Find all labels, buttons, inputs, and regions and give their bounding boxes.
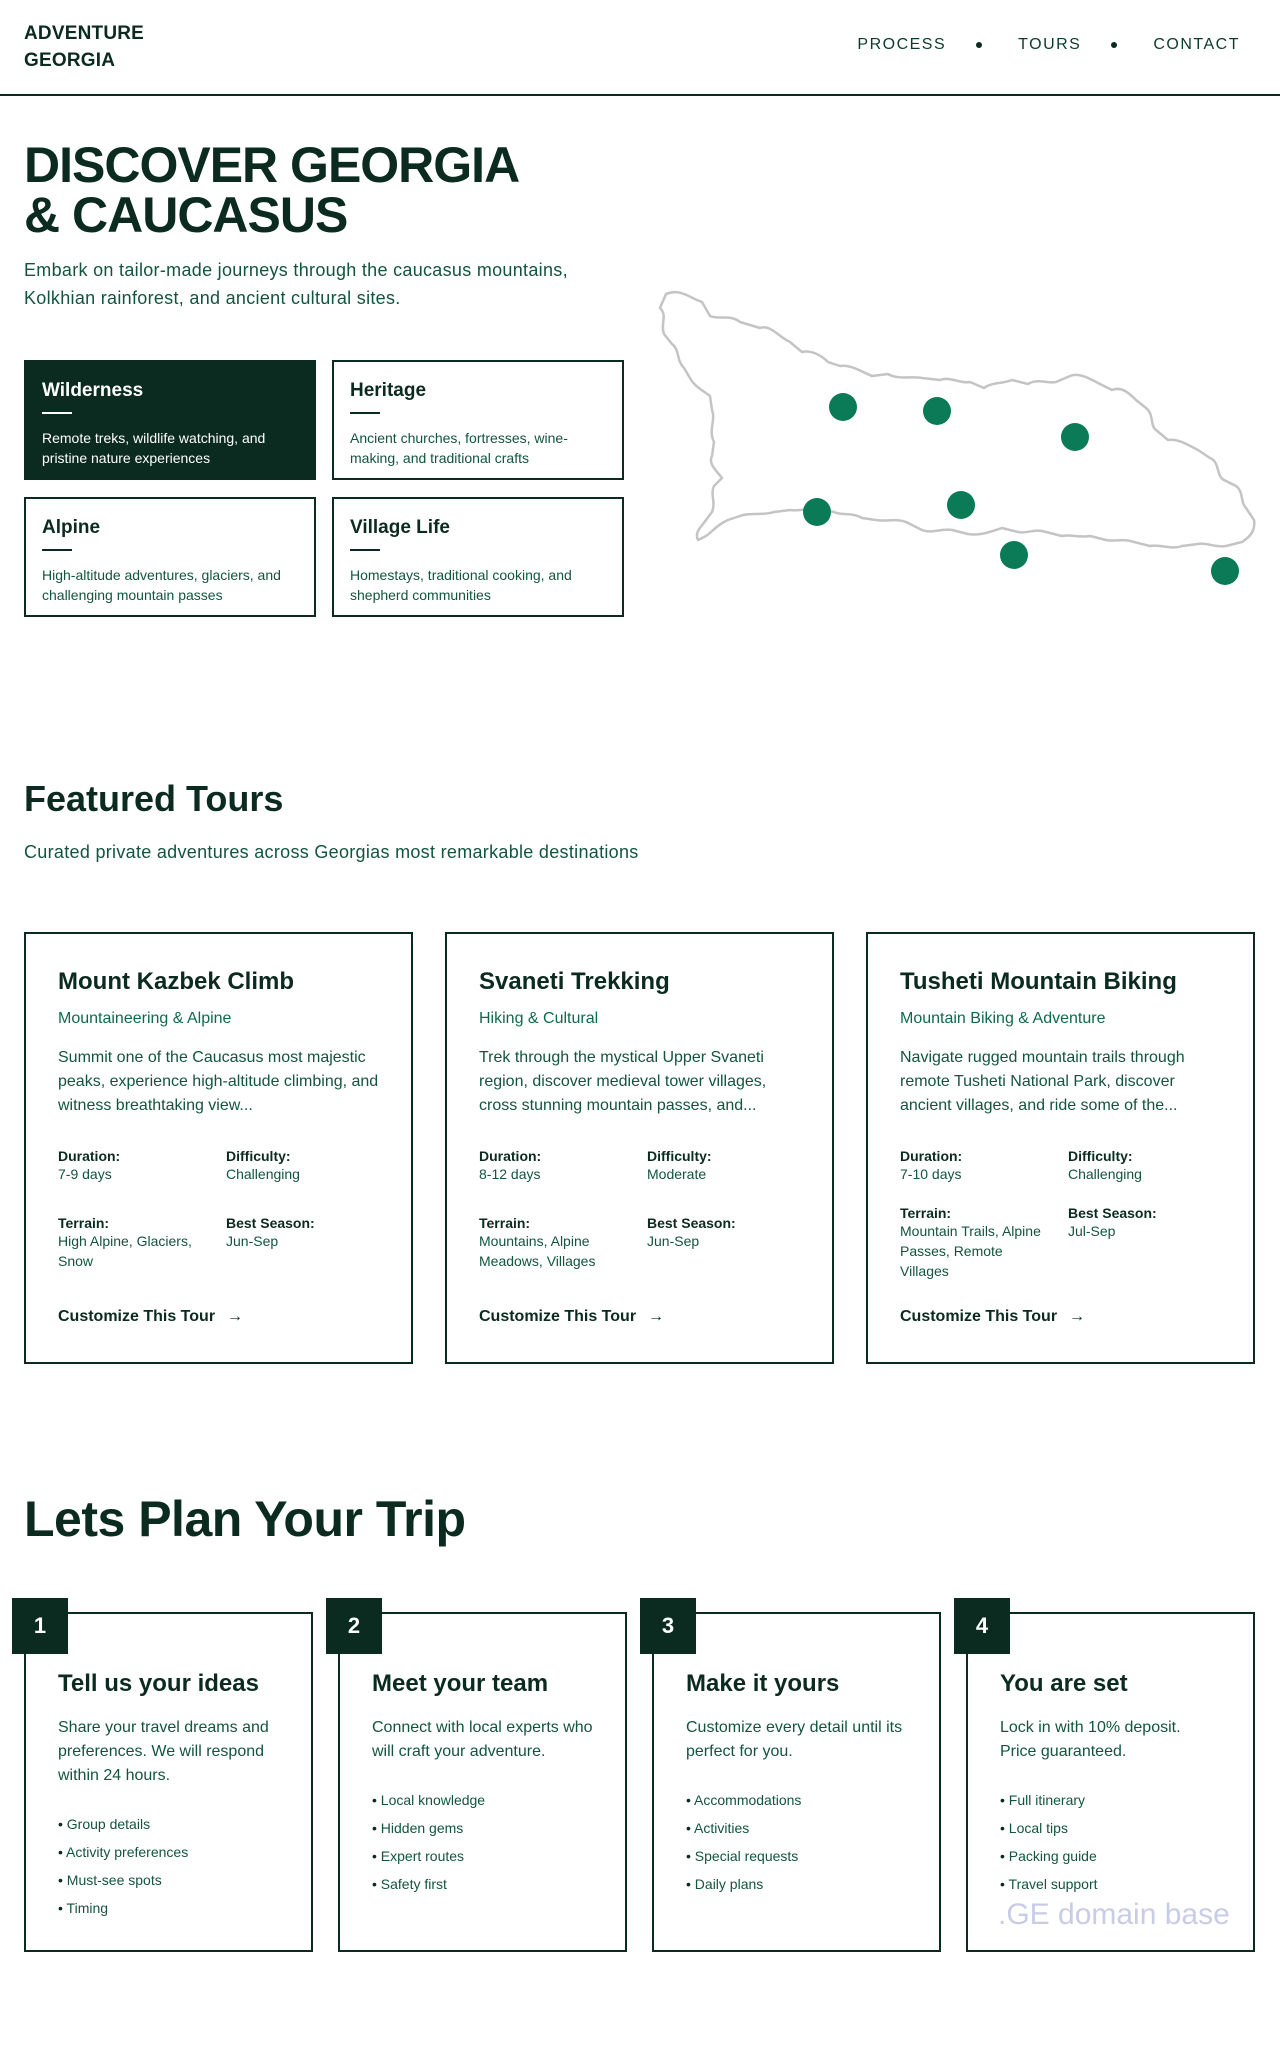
- list-item: • Packing guide: [1000, 1842, 1221, 1870]
- category-description: High-altitude adventures, glaciers, and challenging mountain passes: [42, 567, 281, 603]
- step-list: [686, 1786, 907, 1898]
- terrain-label: Terrain:: [479, 1215, 531, 1231]
- list-item: • Special requests: [686, 1842, 907, 1870]
- list-item: • Must-see spots: [58, 1866, 279, 1894]
- season-label: Best Season:: [1068, 1205, 1157, 1221]
- featured-tours-subtitle: Curated private adventures across Georgias most remarkable destinations: [24, 842, 639, 862]
- tour-description: Navigate rugged mountain trails through remote Tusheti National Park, discover ancient villages, and ride some of the...: [900, 1049, 1185, 1114]
- map-markers: [803, 393, 1239, 585]
- step-title: Make it yours: [686, 1670, 840, 1697]
- difficulty-label: Difficulty:: [647, 1148, 712, 1164]
- duration-label: Duration:: [479, 1148, 542, 1164]
- duration-value: 8-12 days: [479, 1166, 541, 1182]
- map-marker[interactable]: [947, 491, 975, 519]
- category-divider: [350, 549, 380, 551]
- list-item: • Expert routes: [372, 1842, 593, 1870]
- customize-tour-label: Customize This Tour: [58, 1308, 216, 1325]
- nav-process[interactable]: PROCESS: [857, 36, 947, 53]
- list-item: • Local knowledge: [372, 1786, 593, 1814]
- list-item: • Local tips: [1000, 1814, 1221, 1842]
- list-item: • Activity preferences: [58, 1838, 279, 1866]
- step-description: Share your travel dreams and preferences. We will respond within 24 hours.: [58, 1719, 269, 1784]
- season-value: Jul-Sep: [1068, 1223, 1116, 1239]
- map-marker[interactable]: [923, 397, 951, 425]
- map-marker[interactable]: [803, 498, 831, 526]
- category-description: Homestays, traditional cooking, and shepherd communities: [350, 567, 572, 603]
- tour-description: Summit one of the Caucasus most majestic peaks, experience high-altitude climbing, and witness breathtaking view...: [58, 1049, 379, 1114]
- list-item: • Timing: [58, 1894, 279, 1922]
- difficulty-label: Difficulty:: [1068, 1148, 1133, 1164]
- plan-step-1: [24, 1612, 313, 1952]
- step-number-badge: 1: [12, 1598, 68, 1654]
- logo-line-2: GEORGIA: [24, 50, 116, 71]
- category-card-alpine[interactable]: [24, 497, 316, 617]
- site-logo[interactable]: [24, 20, 144, 74]
- step-description: Connect with local experts who will craft your adventure.: [372, 1719, 593, 1760]
- category-card-wilderness[interactable]: [24, 360, 316, 480]
- plan-step-3: [652, 1612, 941, 1952]
- category-card-heritage[interactable]: [332, 360, 624, 480]
- category-title: Wilderness: [42, 380, 144, 401]
- difficulty-value: Moderate: [647, 1166, 707, 1182]
- hero-subtitle-line-2: Kolkhian rainforest, and ancient cultural sites.: [24, 288, 401, 308]
- category-description: Ancient churches, fortresses, wine-making, and traditional crafts: [350, 430, 568, 466]
- list-item: • Travel support: [1000, 1870, 1221, 1898]
- nav-contact[interactable]: CONTACT: [1153, 36, 1240, 53]
- tour-card-tusheti: [866, 932, 1255, 1364]
- plan-step-2: [338, 1612, 627, 1952]
- domain-watermark: .GE domain base: [998, 1898, 1230, 1931]
- tour-description: Trek through the mystical Upper Svaneti region, discover medieval tower villages, cross stunning mountain passes, and...: [479, 1049, 767, 1114]
- list-item: • Daily plans: [686, 1870, 907, 1898]
- hero-subtitle: [24, 256, 664, 312]
- list-item: • Safety first: [372, 1870, 593, 1898]
- nav-tours[interactable]: TOURS: [1018, 36, 1082, 53]
- customize-tour-label: Customize This Tour: [900, 1308, 1058, 1325]
- nav-separator-dot: [976, 42, 982, 48]
- season-label: Best Season:: [226, 1215, 315, 1231]
- duration-label: Duration:: [900, 1148, 963, 1164]
- customize-tour-label: Customize This Tour: [479, 1308, 637, 1325]
- duration-label: Duration:: [58, 1148, 121, 1164]
- hero-title-line-1: DISCOVER GEORGIA: [24, 137, 520, 193]
- category-title: Village Life: [350, 517, 450, 538]
- season-value: Jun-Sep: [647, 1233, 700, 1249]
- step-description: Lock in with 10% deposit. Price guaranteed.: [1000, 1719, 1181, 1760]
- step-list: [372, 1786, 593, 1898]
- tour-facts: [479, 1148, 800, 1286]
- featured-tours-title: Featured Tours: [24, 778, 284, 819]
- tour-name: Tusheti Mountain Biking: [900, 968, 1177, 995]
- season-value: Jun-Sep: [226, 1233, 279, 1249]
- arrow-right-icon: →: [227, 1308, 244, 1325]
- step-title: Tell us your ideas: [58, 1670, 259, 1697]
- terrain-value: Mountains, Alpine Meadows, Villages: [479, 1233, 596, 1269]
- step-number-badge: 4: [954, 1598, 1010, 1654]
- list-item: • Full itinerary: [1000, 1786, 1221, 1814]
- step-list: [1000, 1786, 1221, 1898]
- tour-card-kazbek: [24, 932, 413, 1364]
- step-number-badge: 2: [326, 1598, 382, 1654]
- list-item: • Hidden gems: [372, 1814, 593, 1842]
- step-description: Customize every detail until its perfect for you.: [686, 1719, 903, 1760]
- tour-name: Mount Kazbek Climb: [58, 968, 295, 995]
- tour-category: Hiking & Cultural: [479, 1010, 599, 1027]
- customize-tour-link[interactable]: [58, 1308, 243, 1326]
- category-description: Remote treks, wildlife watching, and pristine nature experiences: [42, 430, 266, 466]
- tour-category: Mountaineering & Alpine: [58, 1010, 232, 1027]
- hero-title: [24, 137, 520, 243]
- map-marker[interactable]: [1000, 541, 1028, 569]
- list-item: • Group details: [58, 1810, 279, 1838]
- season-label: Best Season:: [647, 1215, 736, 1231]
- terrain-label: Terrain:: [900, 1205, 952, 1221]
- tour-card-svaneti: [445, 932, 834, 1364]
- list-item: • Activities: [686, 1814, 907, 1842]
- tour-facts: [900, 1148, 1221, 1286]
- category-title: Heritage: [350, 380, 427, 401]
- terrain-value: Mountain Trails, Alpine Passes, Remote Villages: [900, 1223, 1041, 1279]
- step-number-badge: 3: [640, 1598, 696, 1654]
- difficulty-value: Challenging: [1068, 1166, 1142, 1182]
- category-divider: [350, 412, 380, 414]
- list-item: • Accommodations: [686, 1786, 907, 1814]
- category-card-village-life[interactable]: [332, 497, 624, 617]
- duration-value: 7-9 days: [58, 1166, 112, 1182]
- step-list: [58, 1810, 279, 1922]
- map-marker[interactable]: [1211, 557, 1239, 585]
- category-divider: [42, 412, 72, 414]
- customize-tour-link[interactable]: [900, 1308, 1085, 1326]
- duration-value: 7-10 days: [900, 1166, 962, 1182]
- georgia-map: [650, 280, 1260, 600]
- difficulty-value: Challenging: [226, 1166, 300, 1182]
- nav-separator-dot: [1111, 42, 1117, 48]
- customize-tour-link[interactable]: [479, 1308, 664, 1326]
- terrain-value: High Alpine, Glaciers, Snow: [58, 1233, 192, 1269]
- arrow-right-icon: →: [648, 1308, 665, 1325]
- tour-name: Svaneti Trekking: [479, 968, 670, 995]
- step-title: Meet your team: [372, 1670, 549, 1697]
- category-divider: [42, 549, 72, 551]
- terrain-label: Terrain:: [58, 1215, 110, 1231]
- plan-title: Lets Plan Your Trip: [24, 1491, 466, 1547]
- site-header: [0, 0, 1280, 96]
- tour-facts: [58, 1148, 379, 1286]
- map-marker[interactable]: [1061, 423, 1089, 451]
- tour-category: Mountain Biking & Adventure: [900, 1010, 1106, 1027]
- step-title: You are set: [1000, 1670, 1128, 1697]
- main-nav: [857, 36, 1240, 54]
- arrow-right-icon: →: [1069, 1308, 1086, 1325]
- difficulty-label: Difficulty:: [226, 1148, 291, 1164]
- hero-title-line-2: & CAUCASUS: [24, 187, 348, 243]
- hero-subtitle-line-1: Embark on tailor-made journeys through the caucasus mountains,: [24, 260, 568, 280]
- logo-line-1: ADVENTURE: [24, 23, 145, 44]
- map-marker[interactable]: [829, 393, 857, 421]
- category-title: Alpine: [42, 517, 101, 538]
